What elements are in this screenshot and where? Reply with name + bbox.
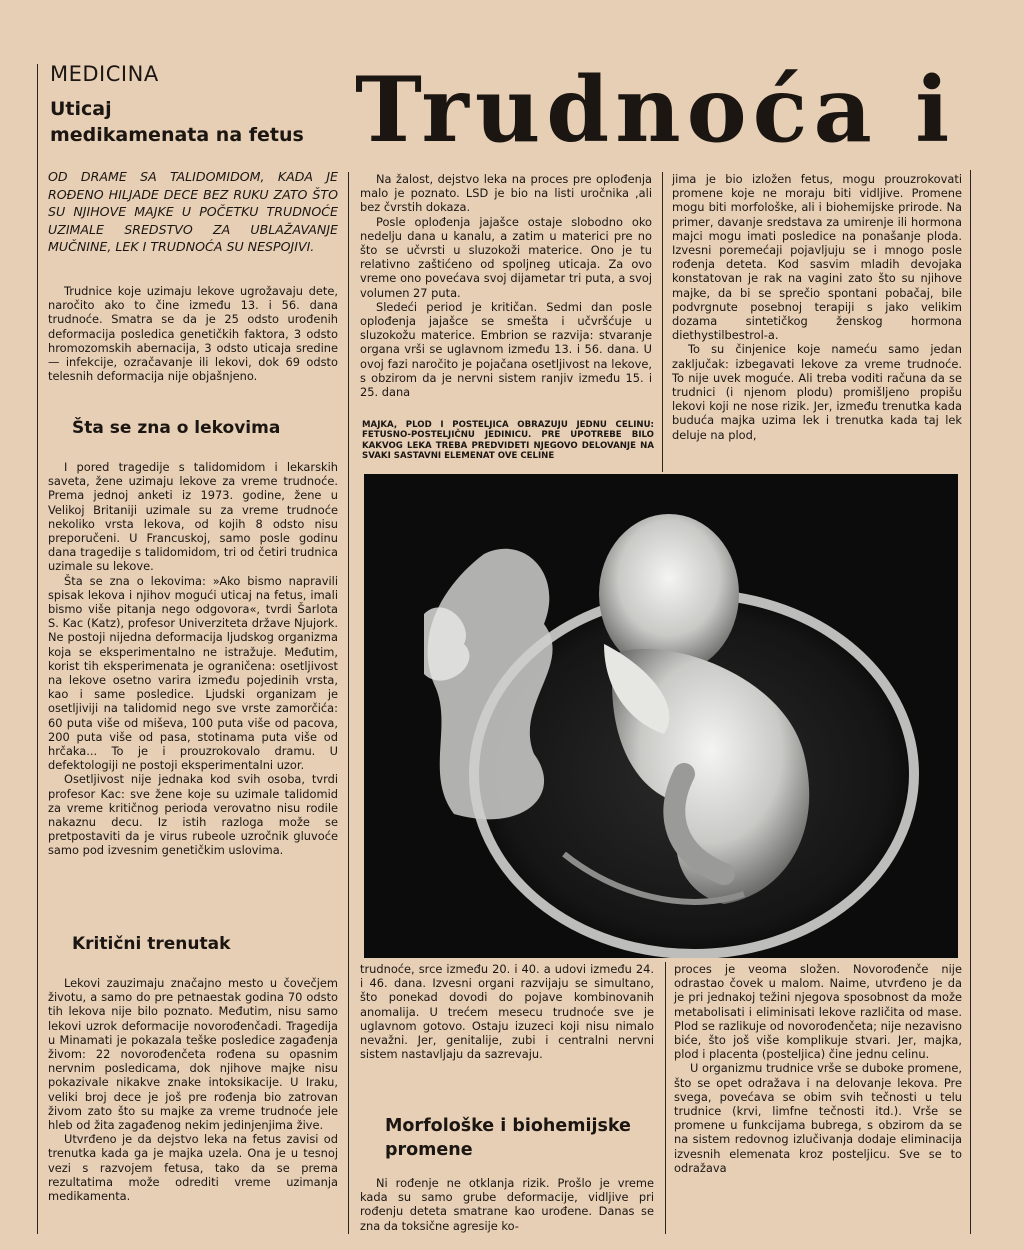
col2-paragraph-1: Na žalost, dejstvo leka na proces pre oplođenja malo je poznato. LSD je bio na listi uročnika ,ali bez čvrstih dokaza.	[360, 172, 652, 215]
col3-paragraph-2: To su činjenice koje nameću samo jedan zaključak: izbegavati lekove za vreme trudnoće. To nije uvek moguće. Ali treba voditi računa da se trudnici (i njenom plodu) promišljeno propišu lekovi koji ne nose rizik. Jer, između trenutka kada buduća majka uzima lek i trenutka kada taj lek deluje na plod,	[672, 342, 962, 442]
section-heading-morfoloske-line-2: promene	[385, 1140, 473, 1160]
column-5-text	[674, 962, 962, 1175]
subtitle-line-2: medikamenata na fetus	[50, 124, 304, 146]
lead-paragraph: OD DRAME SA TALIDOMIDOM, KADA JE ROĐENO HILJADE DECE BEZ RUKU ZATO ŠTO SU NJIHOVE MAJKE U POČETKU TRUDNOĆE UZIMALE SREDSTVO ZA UBLAŽAVANJE MUČNINE, LEK I TRUDNOĆA SU NESPOJIVI.	[48, 169, 338, 254]
column-2-text	[360, 172, 652, 399]
photo-caption: MAJKA, PLOD I POSTELJICA OBRAZUJU JEDNU CELINU: FETUSNO-POSTELJIČNU JEDINICU. PRE UPOTREBE BILO KAKVOG LEKA TREBA PREDVIDETI NJEGOVO DELOVANJE NA SVAKI SASTAVNI ELEMENAT OVE CELINE	[362, 420, 654, 461]
col1-paragraph-5: Lekovi zauzimaju značajno mesto u čovečjem životu, a samo do pre petnaestak godina 70 odsto tih lekova nije bilo poznato. Međutim, nisu samo lekovi uzrok deformacije novorođenčadi. Tragedija u Minamati je pokazala teške posledice zagađenja živom: 22 novorođenčeta rođena su opasnim nervnim posledicama, dok njihove majke nisu pokazivale nikakve znake intoksikacije. U Iraku, veliki broj dece je još pre rođenja bio zatrovan živom zato što su majke za vreme trudnoće jele hleb od žita zagađenog nekim jedinjenjima žive.	[48, 976, 338, 1133]
column-4-text-a	[360, 962, 654, 1061]
rubric-label: MEDICINA	[50, 62, 159, 86]
fetus-illustration	[364, 474, 958, 958]
col1-paragraph-6: Utvrđeno je da dejstvo leka na fetus zavisi od trenutka kada ga je majka uzela. Ona je u tesnoj vezi s razvojem fetusa, tako da se prema rezultatima može odrediti vreme uzimanja medikamenta.	[48, 1132, 338, 1204]
col5-paragraph-2: U organizmu trudnice vrše se duboke promene, što se opet odražava i na delovanje lekova. Pre svega, povećava se obim svih tečnosti u telu trudnice (krvi, limfne tečnosti itd.). Vrše se promene u funkcijama bubrega, s obzirom da se na sistem redovnog izlučivanja dodaje eliminacija izvesnih elemenata kroz posteljicu. Sve se to odražava	[674, 1061, 962, 1175]
column-3-text	[672, 172, 962, 442]
section-heading-morfoloske-line-1: Morfološke i biohemijske	[385, 1116, 631, 1136]
column-4-text-b	[360, 1176, 654, 1233]
section-heading-kriticni: Kritični trenutak	[72, 934, 231, 954]
column-1-block-b	[48, 460, 338, 858]
column-rule-2	[662, 172, 663, 472]
left-column-rule	[37, 64, 38, 1234]
col1-paragraph-1: Trudnice koje uzimaju lekove ugrožavaju dete, naročito ako to čine između 13. i 56. dana trudnoće. Smatra se da je 25 odsto urođenih deformacija posledica genetičkih faktora, 3 odsto hromozomskih abernacija, 3 odsto uticaja sredine — infekcije, ozračavanje ili lekovi, dok 69 odsto telesnih deformacija nije objašnjeno.	[48, 284, 338, 384]
col1-paragraph-3: Šta se zna o lekovima: »Ako bismo napravili spisak lekova i njihov mogući uticaj na fetus, imali bismo više pitanja nego odgovora«, tvrdi Šarlota S. Kac (Katz), profesor Univerziteta države Njujork. Ne postoji nijedna deformacija ljudskog organizma koja se eksperimentalno ne istražuje. Međutim, korist tih eksperimenata je ograničena: osetljivost na lekove osetno varira između pojedinih vrsta, kao i same posledice. Ljudski organizam je osetljiviji na talidomid nego sve vrste zamorčića: 60 puta više od miševa, 100 puta više od pacova, 200 puta više od pasa, stotinama puta više od hrčaka... To je i prouzrokovalo dramu. U defektologiji ne postoji eksperimentalni uzor.	[48, 573, 338, 773]
column-1-block-a	[48, 284, 338, 383]
col3-paragraph-1: jima je bio izložen fetus, mogu prouzrokovati promene koje ne moraju biti vidljive. Promene mogu biti morfološke, ali i biohemijske prirode. Na primer, davanje sredstava za umirenje ili hormona majci mogu imati posledice na ponašanje ploda. Izvesni poremećaji pojavljuju se i mnogo posle rođenja deteta. Kod sasvim mladih devojaka konstatovan je rak na vagini zato što su njihove majke, da bi se sprečio spontani pobačaj, bile podvrgnute posebnoj terapiji s jako velikim dozama sintetičkog ženskog hormona diethystilbestrol-a.	[672, 172, 962, 343]
col4-paragraph-1: trudnoće, srce između 20. i 40. a udovi između 24. i 46. dana. Izvesni organi razvijaju se simultano, što ponekad dovodi do pojave kombinovanih anomalija. U trećem mesecu trudnoće sve je uglavnom gotovo. Ostaju izuzeci koji nisu nimalo nevažni. Jer, genitalije, zubi i centralni nervni sistem nastavljaju da sazrevaju.	[360, 962, 654, 1062]
col4-paragraph-2: Ni rođenje ne otklanja rizik. Prošlo je vreme kada su samo grube deformacije, vidljive pri rođenju deteta smatrane kao urođene. Danas se zna da toksične agresije ko-	[360, 1176, 654, 1233]
col2-paragraph-2: Posle oplođenja jajašce ostaje slobodno oko nedelju dana u kanalu, a zatim u materici pre no što se učvrsti u sluzokoži materice. Ono je tu relativno zaštićeno od spoljneg uticaja. Za ovo vreme ono povećava svoj dijametar tri puta, a svoj volumen 27 puta.	[360, 214, 652, 300]
fetus-photo	[364, 474, 958, 958]
col1-paragraph-2: I pored tragedije s talidomidom i lekarskih saveta, žene uzimaju lekove za vreme trudnoće. Prema jednoj anketi iz 1973. godine, žene u Velikoj Britaniji uzimale su za vreme trudnoće nekoliko vrsta lekova, od kojih 8 odsto nisu preporučeni. U Francuskoj, samo posle godinu dana tragedije s talidomidom, tri od četiri trudnica uzimale su lekove.	[48, 460, 338, 574]
col5-paragraph-1: proces je veoma složen. Novorođenče nije odrastao čovek u malom. Naime, utvrđeno je da je pri jednakoj težini njegova sposobnost da može metabolisati i eliminisati lekove različita od mase. Plod se razlikuje od novorođenčeta; nije nezavisno biće, što još više komplikuje stvari. Jer, majka, plod i placenta (posteljica) čine jednu celinu.	[674, 962, 962, 1062]
right-page-rule	[970, 170, 971, 1234]
section-heading-lekovi: Šta se zna o lekovima	[72, 418, 281, 438]
column-rule-1	[348, 172, 349, 1234]
col2-paragraph-3: Sledeći period je kritičan. Sedmi dan posle oplođenja jajašce se smešta i učvršćuje u sluzokožu materice. Embrion se razvija: stvaranje organa vrši se uglavnom između 13. i 56. dana. U ovoj fazi naročito je pojačana osetljivost na lekove, s obzirom da je nervni sistem ranjiv između 15. i 25. dana	[360, 299, 652, 400]
subtitle-line-1: Uticaj	[50, 98, 112, 120]
headline: Trudnoća i	[355, 57, 956, 163]
column-rule-3	[665, 962, 666, 1234]
column-1-block-c	[48, 976, 338, 1203]
col1-paragraph-4: Osetljivost nije jednaka kod svih osoba, tvrdi profesor Kac: sve žene koje su uzimale talidomid za vreme kritičnog perioda verovatno nisu rodile nakaznu decu. Iz istih razloga može se pretpostaviti da je virus rubeole uzročnik gluvoće samo pod izvesnim genetičkim uslovima.	[48, 772, 338, 858]
